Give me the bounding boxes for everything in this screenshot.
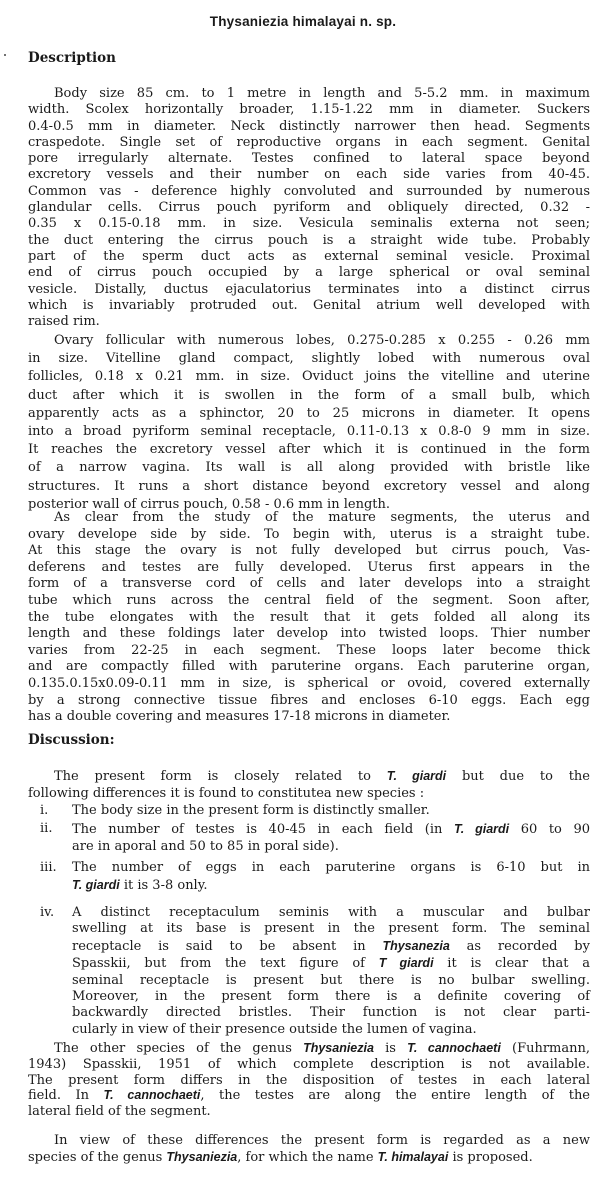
species-name: Thysanezia: [382, 938, 450, 953]
species-name: Thysaniezia: [303, 1041, 374, 1055]
text-line: length and these foldings later develop into twisted loops. Thier number: [28, 626, 590, 642]
list-number: iv.: [40, 905, 55, 920]
text-line: follicles, 0.18 x 0.21 mm. in size. Oviduct joins the vitelline and uterine: [28, 369, 590, 385]
text-line: ovary develope side by side. To begin with, uterus is a straight tube.: [28, 526, 590, 542]
text-line: seminal receptacle is present but there is no bulbar swelling.: [72, 972, 590, 988]
list-number: iii.: [40, 860, 57, 875]
text-line: duct after which it is swollen in the form of a small bulb, which: [28, 387, 590, 403]
text-line: lateral field of the segment.: [28, 1104, 211, 1120]
section-heading-description: Description: [28, 50, 116, 66]
text-line: The other species of the genus Thysaniezia is T. cannochaeti (Fuhrmann,: [28, 1041, 591, 1056]
list-number: i.: [40, 803, 49, 818]
species-name: T. cannochaeti: [407, 1041, 501, 1055]
text-line: and are compactly filled with paruterine organs. Each paruterine organ,: [28, 659, 590, 675]
list-item-text: [72, 860, 590, 894]
text-line: posterior wall of cirrus pouch, 0.58 - 0.6 mm in length.: [28, 496, 390, 512]
text-line: The present form differs in the disposition of testes in each lateral: [28, 1072, 590, 1088]
paragraph: [28, 768, 590, 802]
text-line: in size. Vitelline gland compact, slightly lobed with numerous oval: [28, 351, 590, 367]
text-line: vesicle. Distally, ductus ejaculatorius terminates into a distinct cirrus: [28, 281, 590, 297]
text-line: varies from 22-25 in each segment. These loops later become thick: [28, 642, 590, 658]
text-line: of a narrow vagina. Its wall is all along provided with bristle like: [28, 460, 590, 476]
text-line: The body size in the present form is distinctly smaller.: [72, 803, 430, 818]
text-line: 0.135.0.15x0.09-0.11 mm in size, is spherical or ovoid, covered externally: [28, 675, 590, 691]
text-line: excretory vessels and their number on each side varies from 40-45.: [28, 167, 590, 183]
text-line: 0.35 x 0.15-0.18 mm. in size. Vesicula seminalis externa not seen;: [28, 216, 590, 232]
text-line: The present form is closely related to T. giardi but due to the: [28, 769, 590, 784]
text-line: end of cirrus pouch occupied by a large spherical or oval seminal: [28, 265, 590, 281]
text-line: raised rim.: [28, 314, 100, 330]
section-heading-discussion: Discussion:: [28, 732, 115, 748]
text-line: the duct entering the cirrus pouch is a straight wide tube. Probably: [28, 232, 590, 248]
paragraph: [28, 1132, 590, 1166]
text-line: cularly in view of their presence outside the lumen of vagina.: [72, 1021, 477, 1037]
text-line: into a broad pyriform seminal receptacle, 0.11-0.13 x 0.8-0 9 mm in size.: [28, 424, 590, 440]
text-line: by a strong connective tissue fibres and encloses 6-10 eggs. Each egg: [28, 692, 590, 708]
text-line: Body size 85 cm. to 1 metre in length and 5-5.2 mm. in maximum: [28, 86, 590, 101]
text-line: width. Scolex horizontally broader, 1.15-1.22 mm in diameter. Suckers: [28, 102, 590, 118]
list-number: ii.: [40, 821, 53, 836]
text-line: following differences it is found to constitutea new species :: [28, 786, 425, 801]
text-line: T. giardi it is 3-8 only.: [72, 877, 208, 893]
text-line: part of the sperm duct acts as external seminal vesicle. Proximal: [28, 248, 590, 264]
text-line: deferens and testes are fully developed. Uterus first appears in the: [28, 559, 590, 575]
text-line: field. In T. cannochaeti, the testes are along the entire length of the: [28, 1088, 591, 1104]
text-line: The number of testes is 40-45 in each field (in T. giardi 60 to 90: [72, 822, 591, 837]
list-item-text: [72, 802, 590, 819]
species-name: T. giardi: [72, 877, 120, 892]
text-line: form of a transverse cord of cells and later develops into a straight: [28, 576, 590, 592]
species-name: T. giardi: [454, 822, 510, 836]
text-line: craspedote. Single set of reproductive organs in each segment. Genital: [28, 134, 590, 150]
species-name: T. giardi: [386, 769, 447, 783]
text-line: has a double covering and measures 17-18 microns in diameter.: [28, 709, 451, 725]
species-name: T. himalayai: [377, 1150, 449, 1164]
species-name: T. cannochaeti: [103, 1088, 201, 1103]
text-line: tube which runs across the central field of the segment. Soon after,: [28, 592, 590, 608]
text-line: Ovary follicular with numerous lobes, 0.275-0.285 x 0.255 - 0.26 mm: [28, 333, 590, 348]
species-name: Thysaniezia: [166, 1150, 238, 1164]
text-line: species of the genus Thysaniezia, for which the name T. himalayai is proposed.: [28, 1150, 533, 1165]
text-line: swelling at its base is present in the present form. The seminal: [72, 921, 590, 937]
text-line: pore irregularly alternate. Testes confined to lateral space beyond: [28, 151, 590, 167]
text-line: structures. It runs a short distance beyond excretory vessel and along: [28, 478, 590, 494]
text-line: which is invariably protruded out. Genital atrium well developed with: [28, 297, 590, 313]
list-item-text: [72, 821, 590, 855]
text-line: In view of these differences the present form is regarded as a new: [28, 1133, 590, 1148]
text-line: The number of eggs in each paruterine organs is 6-10 but in: [72, 860, 590, 875]
text-line: 1943) Spasskii, 1951 of which complete description is not available.: [28, 1056, 590, 1072]
text-line: backwardly directed bristles. Their function is not clear parti-: [72, 1005, 590, 1021]
text-line: Common vas - deference highly convoluted and surrounded by numerous: [28, 183, 590, 199]
text-line: the tube elongates with the result that it gets folded all along its: [28, 609, 590, 625]
paragraph: [28, 510, 590, 726]
text-line: At this stage the ovary is not fully developed but cirrus pouch, Vas-: [28, 543, 590, 559]
text-line: glandular cells. Cirrus pouch pyriform and obliquely directed, 0.32 -: [28, 200, 590, 216]
text-line: are in aporal and 50 to 85 in poral side).: [72, 838, 339, 854]
page-title: Thysaniezia himalayai n. sp.: [209, 14, 397, 29]
text-line: Moreover, in the present form there is a definite covering of: [72, 989, 590, 1005]
list-item-text: [72, 905, 590, 1038]
paragraph: [28, 1041, 590, 1120]
text-line: 0.4-0.5 mm in diameter. Neck distinctly narrower then head. Segments: [28, 118, 590, 134]
text-line: receptacle is said to be absent in Thysanezia as recorded by: [72, 938, 590, 954]
text-line: It reaches the excretory vessel after which it is continued in the form: [28, 442, 590, 458]
species-name: T giardi: [378, 956, 434, 971]
text-line: A distinct receptaculum seminis with a muscular and bulbar: [72, 905, 590, 920]
text-line: Spasskii, but from the text figure of T giardi it is clear that a: [72, 956, 590, 972]
text-line: apparently acts as a sphinctor, 20 to 25 microns in diameter. It opens: [28, 405, 590, 421]
paragraph: [28, 86, 590, 330]
text-line: As clear from the study of the mature segments, the uterus and: [28, 510, 590, 525]
scan-speck: [4, 54, 6, 56]
paragraph: [28, 332, 590, 514]
